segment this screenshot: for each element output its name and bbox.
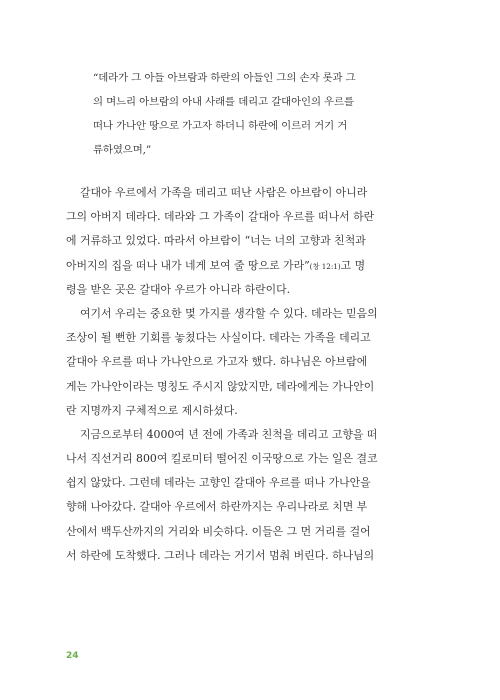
body-line-with-reference — [66, 254, 442, 278]
body-text — [66, 181, 442, 568]
body-line: 란 지명까지 구체적으로 제시하셨다. — [66, 403, 238, 417]
scripture-reference: (창 12:1) — [309, 261, 341, 271]
body-line: 여기서 우리는 중요한 몇 가지를 생각할 수 있다. 데라는 믿음의 — [80, 306, 378, 320]
body-line: 산에서 백두산까지의 거리와 비슷하다. 이들은 그 먼 거리를 걸어 — [66, 524, 371, 538]
body-line: 게는 가나안이라는 명칭도 주시지 않았지만, 데라에게는 가나안이 — [66, 379, 375, 393]
body-line: 지금으로부터 4000여 년 전에 가족과 친척을 데리고 고향을 떠 — [80, 427, 378, 441]
quote-line: 류하였으며,” — [93, 144, 152, 156]
quote-line: 의 며느리 아브람의 아내 사래를 데리고 갈대아인의 우르를 — [93, 96, 354, 108]
body-line: 그의 아버지 데라다. 데라와 그 가족이 갈대아 우르를 떠나서 하란 — [66, 210, 375, 224]
body-line: 서 하란에 도착했다. 그러나 데라는 거기서 멈춰 버린다. 하나님의 — [66, 548, 375, 562]
body-line: 령을 받은 곳은 갈대아 우르가 아니라 하란이다. — [66, 282, 291, 296]
body-line: 나서 직선거리 800여 킬로미터 떨어진 이국땅으로 가는 일은 결코 — [66, 452, 378, 466]
paragraph-2 — [66, 302, 442, 423]
page-number: 24 — [66, 651, 79, 661]
body-line: 갈대아 우르에서 가족을 데리고 떠난 사람은 아브람이 아니라 — [80, 186, 368, 199]
paragraph-3 — [66, 423, 442, 568]
scripture-quote — [93, 66, 409, 162]
body-line: 갈대아 우르를 떠나 가나안으로 가고자 했다. 하나님은 아브람에 — [66, 355, 368, 369]
body-line: 에 거류하고 있었다. 따라서 아브람이 “너는 너의 고향과 친척과 — [66, 234, 366, 248]
paragraph-1 — [66, 181, 442, 302]
body-line: 조상이 될 뻔한 기회를 놓쳤다는 사실이다. 데라는 가족을 데리고 — [66, 331, 371, 345]
body-line: 향해 나아갔다. 갈대아 우르에서 하란까지는 우리나라로 치면 부 — [66, 500, 368, 514]
quote-line: 떠나 가나안 땅으로 가고자 하더니 하란에 이르러 거기 거 — [93, 120, 348, 132]
body-line: 쉽지 않았다. 그런데 데라는 고향인 갈대아 우르를 떠나 가나안을 — [66, 476, 371, 490]
body-line-text: 아버지의 집을 떠나 내가 네게 보여 줄 땅으로 가라” — [66, 258, 310, 272]
quote-line: “데라가 그 아들 아브람과 하란의 아들인 그의 손자 롯과 그 — [93, 72, 356, 84]
body-line-text: 고 명 — [340, 258, 366, 272]
